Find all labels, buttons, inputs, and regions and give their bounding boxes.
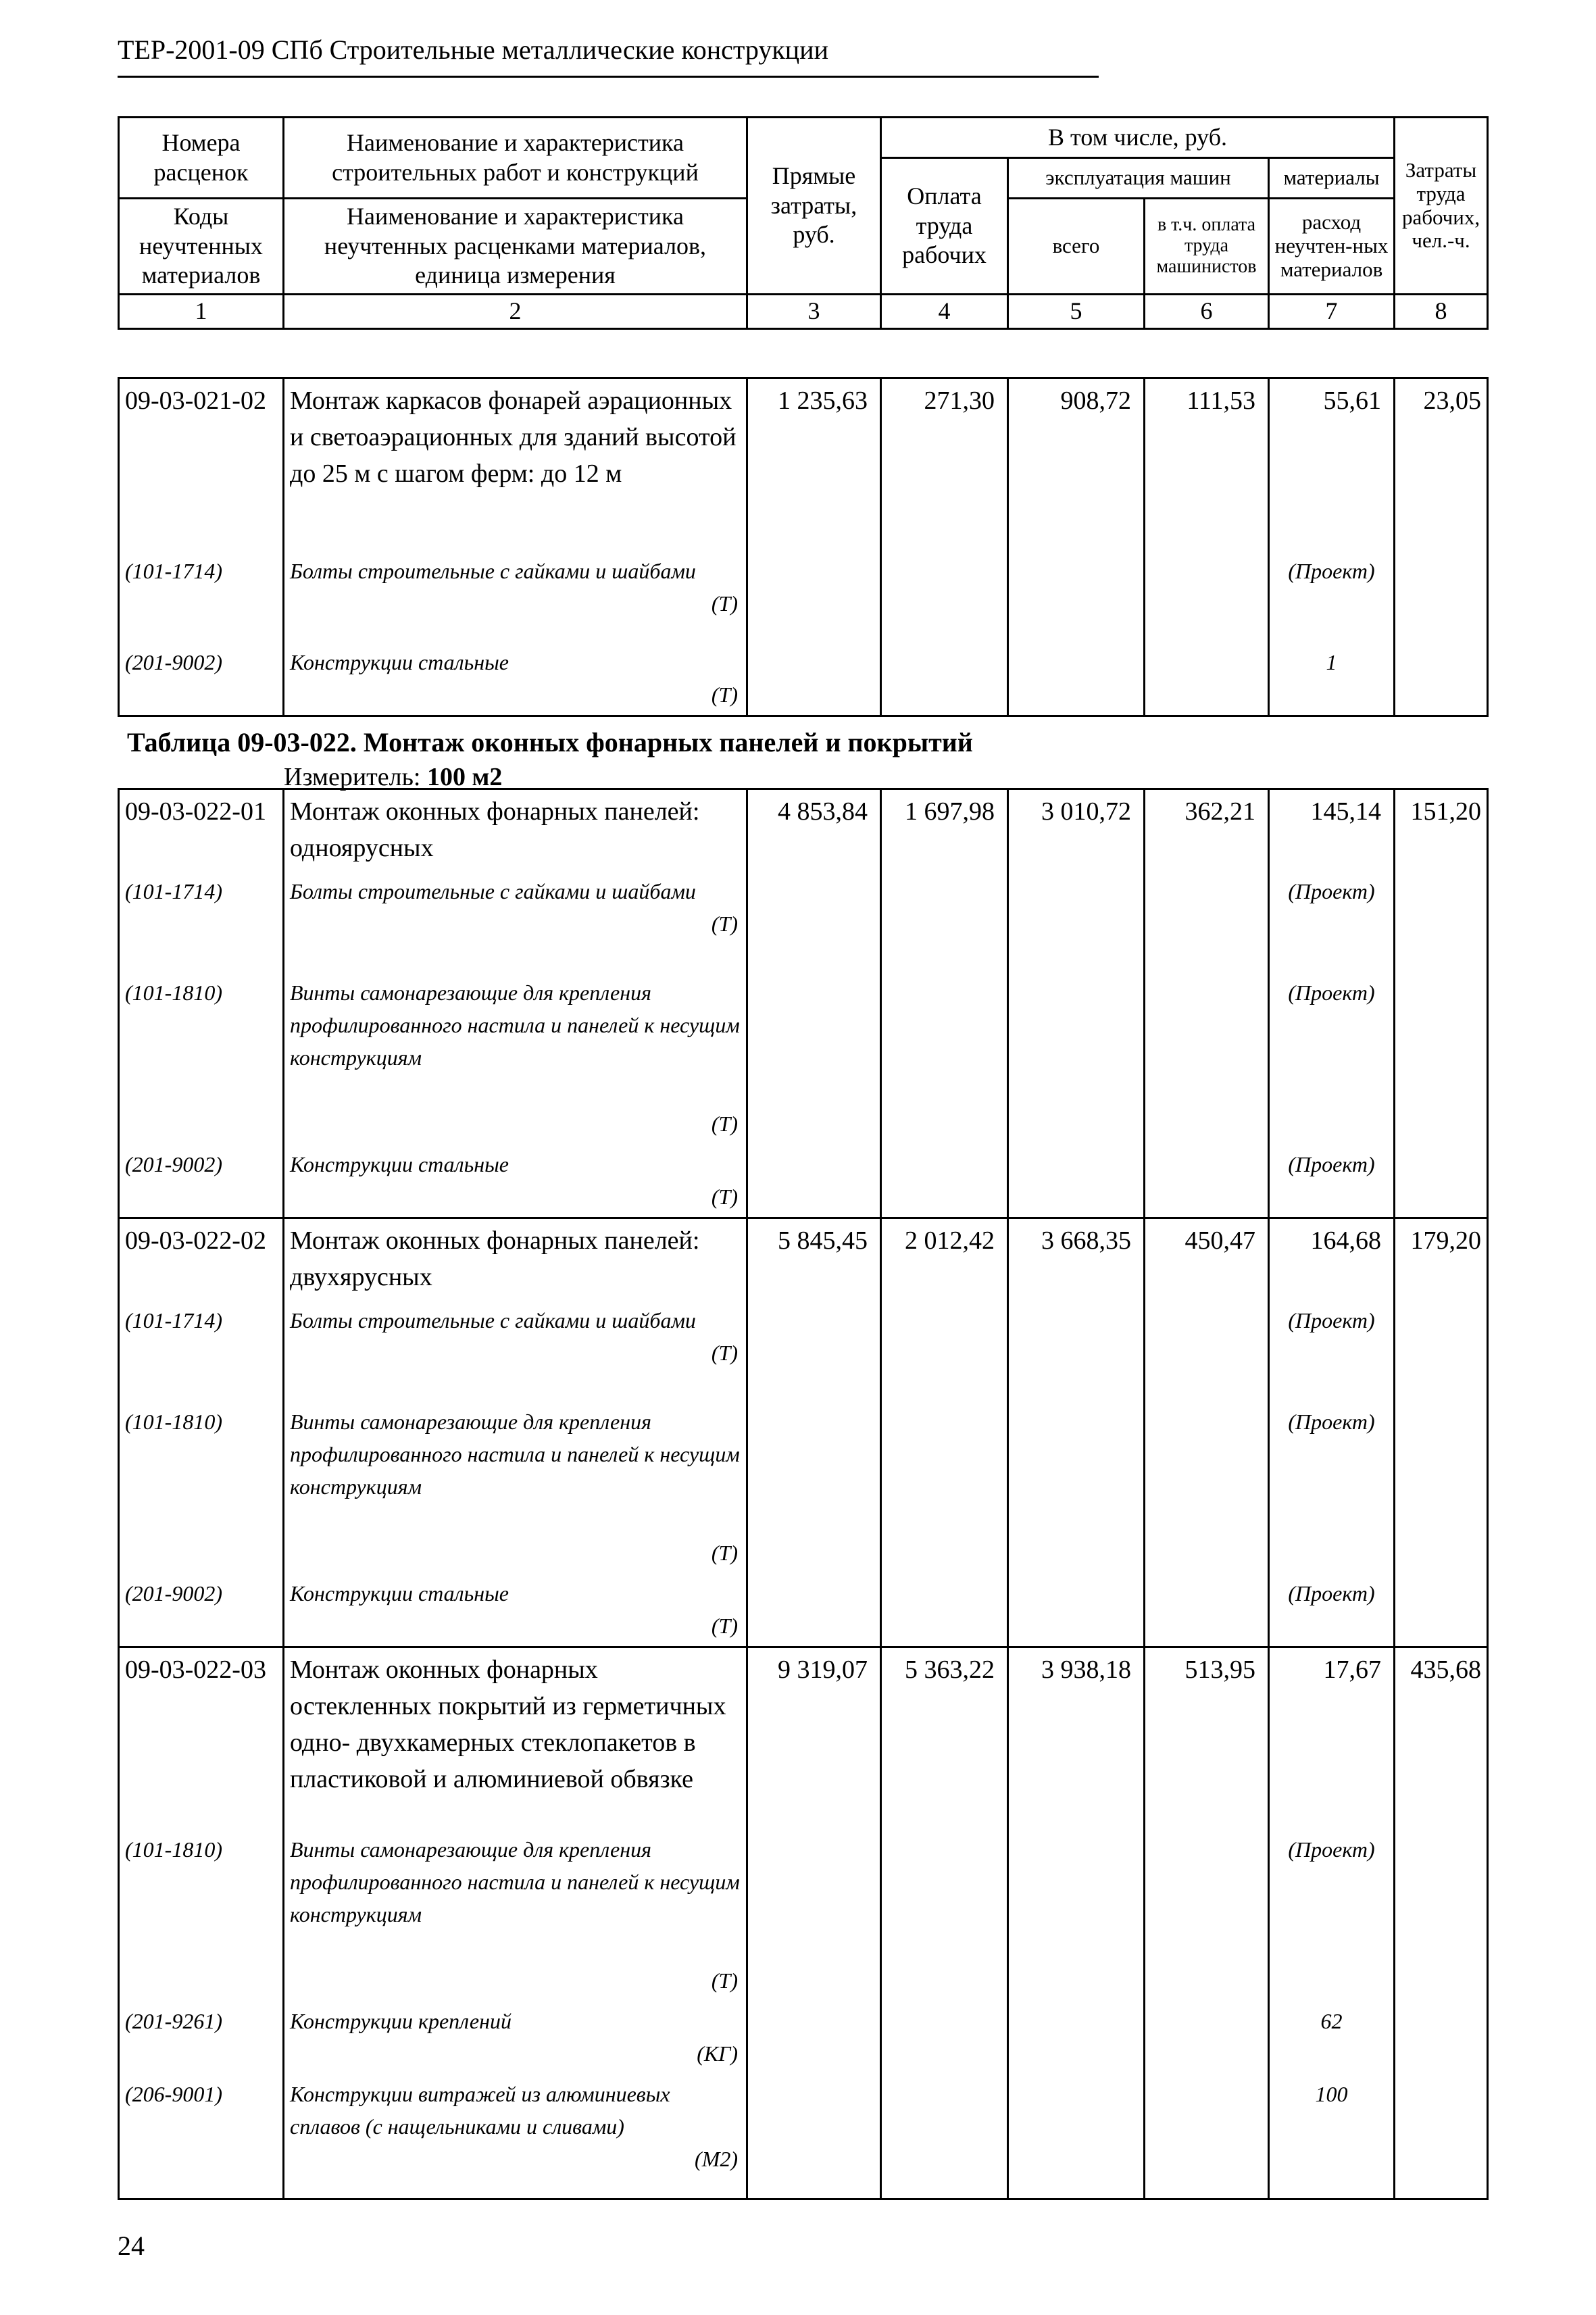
document-header-title: ТЕР-2001-09 СПб Строительные металлические конструкции: [118, 34, 829, 65]
table-row: [119, 378, 1488, 551]
direct-cost: 1 235,63: [747, 378, 881, 551]
materials-cost: 145,14: [1269, 789, 1395, 871]
material-code: (101-1714): [119, 551, 284, 642]
material-row: [119, 2001, 1488, 2074]
material-name: Болты строительные с гайками и шайбами: [290, 1308, 696, 1333]
col-header-machines: эксплуатация машин: [1008, 158, 1269, 199]
material-qty: (Проект): [1269, 551, 1395, 642]
material-row: [119, 551, 1488, 642]
rate-name: Монтаж оконных фонарных панелей: двухярусных: [284, 1218, 747, 1299]
rate-name: Монтаж каркасов фонарей аэрационных и светоаэрационных для зданий высотой до 25 м с шагом ферм: до 12 м: [284, 378, 747, 551]
labor-cost: 271,30: [881, 378, 1008, 551]
col-num: 1: [119, 295, 284, 329]
rate-code: 09-03-022-03: [119, 1647, 284, 1829]
col-num: 2: [284, 295, 747, 329]
material-code: (101-1714): [119, 1300, 284, 1401]
col-header-code-a: Номера расценок: [119, 118, 284, 199]
col-header-name-a: Наименование и характеристика строительных работ и конструкций: [284, 118, 747, 199]
table-row: [119, 789, 1488, 871]
direct-cost: 5 845,45: [747, 1218, 881, 1299]
material-row: [119, 972, 1488, 1144]
operator-cost: 513,95: [1145, 1647, 1269, 1829]
material-code: (101-1810): [119, 972, 284, 1144]
material-unit: (Т): [711, 1613, 738, 1638]
material-qty: (Проект): [1269, 871, 1395, 972]
col-header-name-b: Наименование и характеристика неучтенных расценками материалов, единица измерения: [284, 199, 747, 295]
materials-cost: 55,61: [1269, 378, 1395, 551]
meter-value: 100 м2: [427, 763, 503, 791]
material-name: Болты строительные с гайками и шайбами: [290, 558, 696, 583]
material-row: [119, 1829, 1488, 2001]
material-code: (101-1714): [119, 871, 284, 972]
material-qty: (Проект): [1269, 1829, 1395, 2001]
material-row: [119, 1573, 1488, 1647]
material-name: Конструкции витражей из алюминиевых сплавов (с нащельниками и сливами): [290, 2082, 670, 2139]
material-qty: (Проект): [1269, 1401, 1395, 1573]
labor-cost: 2 012,42: [881, 1218, 1008, 1299]
material-name: Болты строительные с гайками и шайбами: [290, 878, 696, 903]
material-code: (101-1810): [119, 1829, 284, 2001]
labor-hours: 435,68: [1395, 1647, 1488, 1829]
col-num: 7: [1269, 295, 1395, 329]
material-code: (101-1810): [119, 1401, 284, 1573]
material-unit: (Т): [711, 1111, 738, 1136]
material-row: [119, 642, 1488, 716]
material-unit: (КГ): [697, 2041, 738, 2066]
material-unit: (Т): [711, 682, 738, 707]
col-header-code-b: Коды неучтенных материалов: [119, 199, 284, 295]
material-unit: (М2): [695, 2147, 738, 2172]
table-row: [119, 1647, 1488, 1829]
material-qty: (Проект): [1269, 972, 1395, 1144]
operator-cost: 362,21: [1145, 789, 1269, 871]
rate-name: Монтаж оконных фонарных остекленных покрытий из герметичных одно- двухкамерных стеклопакетов в пластиковой и алюминиевой обвязке: [284, 1647, 747, 1829]
material-row: [119, 1401, 1488, 1573]
direct-cost: 9 319,07: [747, 1647, 881, 1829]
material-unit: (Т): [711, 1184, 738, 1209]
col-num: 5: [1008, 295, 1145, 329]
labor-hours: 151,20: [1395, 789, 1488, 871]
material-code: (206-9001): [119, 2074, 284, 2199]
col-header-unaccounted: расход неучтен-ных материалов: [1269, 199, 1395, 295]
col-header-group: В том числе, руб.: [881, 118, 1395, 158]
labor-cost: 1 697,98: [881, 789, 1008, 871]
rate-table-021: [118, 377, 1489, 717]
header-rule: [118, 76, 1099, 78]
material-qty: 62: [1269, 2001, 1395, 2074]
material-name: Винты самонарезающие для крепления профилированного настила и панелей к несущим конструкциям: [290, 1837, 740, 1927]
material-qty: (Проект): [1269, 1573, 1395, 1647]
material-name: Винты самонарезающие для крепления профилированного настила и панелей к несущим конструкциям: [290, 980, 740, 1070]
col-num: 6: [1145, 295, 1269, 329]
machine-cost: 3 668,35: [1008, 1218, 1145, 1299]
col-num: 8: [1395, 295, 1488, 329]
machine-cost: 908,72: [1008, 378, 1145, 551]
page-number: 24: [118, 2231, 145, 2261]
meter-label: Измеритель:: [284, 763, 421, 791]
col-header-materials: материалы: [1269, 158, 1395, 199]
col-header-labor: Оплата труда рабочих: [881, 158, 1008, 295]
material-name: Винты самонарезающие для крепления профилированного настила и панелей к несущим конструкциям: [290, 1409, 740, 1499]
col-num: 4: [881, 295, 1008, 329]
operator-cost: 450,47: [1145, 1218, 1269, 1299]
rate-code: 09-03-022-01: [119, 789, 284, 871]
col-header-mach-labor: в т.ч. оплата труда машинистов: [1145, 199, 1269, 295]
material-name: Конструкции стальные: [290, 1151, 509, 1176]
machine-cost: 3 010,72: [1008, 789, 1145, 871]
material-qty: (Проект): [1269, 1300, 1395, 1401]
material-code: (201-9261): [119, 2001, 284, 2074]
material-row: [119, 871, 1488, 972]
material-row: [119, 2074, 1488, 2199]
material-qty: 100: [1269, 2074, 1395, 2199]
material-name: Конструкции стальные: [290, 1580, 509, 1605]
material-name: Конструкции креплений: [290, 2009, 512, 2034]
material-code: (201-9002): [119, 1573, 284, 1647]
labor-hours: 23,05: [1395, 378, 1488, 551]
materials-cost: 17,67: [1269, 1647, 1395, 1829]
material-unit: (Т): [711, 911, 738, 936]
material-qty: (Проект): [1269, 1144, 1395, 1218]
col-header-direct: Прямые затраты, руб.: [747, 118, 881, 295]
materials-cost: 164,68: [1269, 1218, 1395, 1299]
col-header-mach-total: всего: [1008, 199, 1145, 295]
material-unit: (Т): [711, 1340, 738, 1365]
table-row: [119, 1218, 1488, 1299]
material-unit: (Т): [711, 1968, 738, 1993]
material-code: (201-9002): [119, 1144, 284, 1218]
material-qty: 1: [1269, 642, 1395, 716]
rate-code: 09-03-022-02: [119, 1218, 284, 1299]
column-header-table: [118, 116, 1489, 330]
labor-cost: 5 363,22: [881, 1647, 1008, 1829]
material-name: Конструкции стальные: [290, 649, 509, 674]
material-row: [119, 1300, 1488, 1401]
rate-name: Монтаж оконных фонарных панелей: одноярусных: [284, 789, 747, 871]
rate-code: 09-03-021-02: [119, 378, 284, 551]
material-code: (201-9002): [119, 642, 284, 716]
col-num: 3: [747, 295, 881, 329]
col-header-hours: Затраты труда рабочих, чел.-ч.: [1395, 118, 1488, 295]
rate-table-022: [118, 788, 1489, 2200]
labor-hours: 179,20: [1395, 1218, 1488, 1299]
operator-cost: 111,53: [1145, 378, 1269, 551]
machine-cost: 3 938,18: [1008, 1647, 1145, 1829]
material-unit: (Т): [711, 591, 738, 616]
material-unit: (Т): [711, 1540, 738, 1565]
table-caption: Таблица 09-03-022. Монтаж оконных фонарных панелей и покрытий: [127, 727, 973, 757]
material-row: [119, 1144, 1488, 1218]
direct-cost: 4 853,84: [747, 789, 881, 871]
